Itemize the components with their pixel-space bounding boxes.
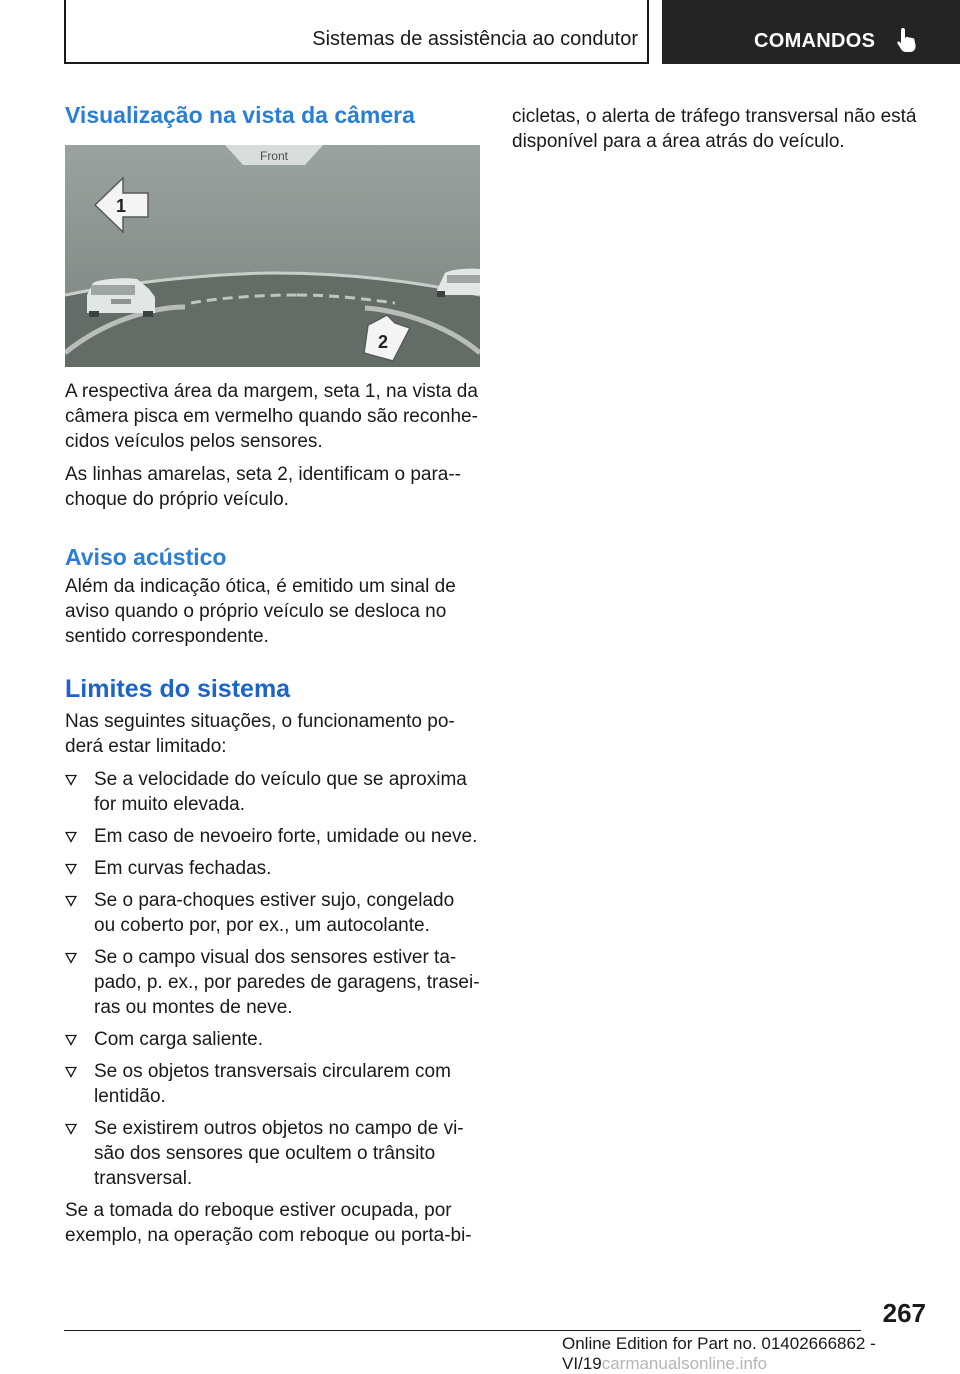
chapter-tab-label: COMANDOS — [754, 30, 876, 52]
list-item: Com carga saliente. — [65, 1027, 480, 1052]
camera-view-paragraph-2: As linhas amarelas, seta 2, identificam o para‐-choque do próprio veículo. — [65, 464, 462, 510]
camera-view-figure — [65, 145, 480, 367]
arrow-1-label: 1 — [115, 196, 127, 216]
page-number: 267 — [882, 1298, 926, 1328]
edition-footer — [562, 1334, 960, 1374]
limits-heading: Limites do sistema — [65, 675, 291, 703]
camera-view-paragraph-1: A respectiva área da margem, seta 1, na vista da câmera pisca em vermelho quando são reconhe‐cidos veículos pelos sensores. — [65, 381, 478, 452]
footer-rule — [64, 1330, 861, 1331]
chapter-tab[interactable] — [662, 0, 960, 64]
list-item: Se existirem outros objetos no campo de vi‐são dos sensores que ocultem o trânsito transversal. — [65, 1116, 480, 1191]
trailer-paragraph-end: cicletas, o alerta de tráfego transversal não está disponível para a área atrás do veículo. — [512, 106, 917, 152]
right-column — [512, 104, 927, 154]
triangle-bullet-icon — [65, 831, 77, 843]
front-label: Front — [259, 149, 289, 163]
edition-text: Online Edition for Part no. 01402666862 - VI/19 — [562, 1334, 876, 1373]
list-item: Se a velocidade do veículo que se aproxima for muito elevada. — [65, 767, 480, 817]
hand-pointer-icon — [894, 26, 920, 54]
limits-intro: Nas seguintes situações, o funcionamento po‐derá estar limitado: — [65, 711, 455, 757]
triangle-bullet-icon — [65, 774, 77, 786]
trailer-paragraph-start: Se a tomada do reboque estiver ocupada, por exemplo, na operação com reboque ou porta-bi‐ — [65, 1200, 472, 1246]
triangle-bullet-icon — [65, 1034, 77, 1046]
camera-view-heading: Visualização na vista da câmera — [65, 102, 415, 128]
limits-list — [65, 767, 480, 1191]
triangle-bullet-icon — [65, 1066, 77, 1078]
list-item: Se os objetos transversais circularem com lentidão. — [65, 1059, 480, 1109]
list-item: Em caso de nevoeiro forte, umidade ou neve. — [65, 824, 480, 849]
triangle-bullet-icon — [65, 1123, 77, 1135]
triangle-bullet-icon — [65, 863, 77, 875]
triangle-bullet-icon — [65, 952, 77, 964]
acoustic-paragraph: Além da indicação ótica, é emitido um sinal de aviso quando o próprio veículo se desloca no sentido correspondente. — [65, 576, 456, 647]
list-item: Se o para-choques estiver sujo, congelado ou coberto por, por ex., um autocolante. — [65, 888, 480, 938]
list-item: Se o campo visual dos sensores estiver ta‐pado, p. ex., por paredes de garagens, trasei‐ras ou montes de neve. — [65, 945, 480, 1020]
triangle-bullet-icon — [65, 895, 77, 907]
acoustic-heading: Aviso acústico — [65, 544, 227, 570]
list-item: Em curvas fechadas. — [65, 856, 480, 881]
left-column — [65, 100, 480, 1248]
arrow-2-label: 2 — [377, 332, 389, 352]
section-title: Sistemas de assistência ao condutor — [312, 28, 638, 50]
watermark: carmanualsonline.info — [601, 1354, 768, 1373]
